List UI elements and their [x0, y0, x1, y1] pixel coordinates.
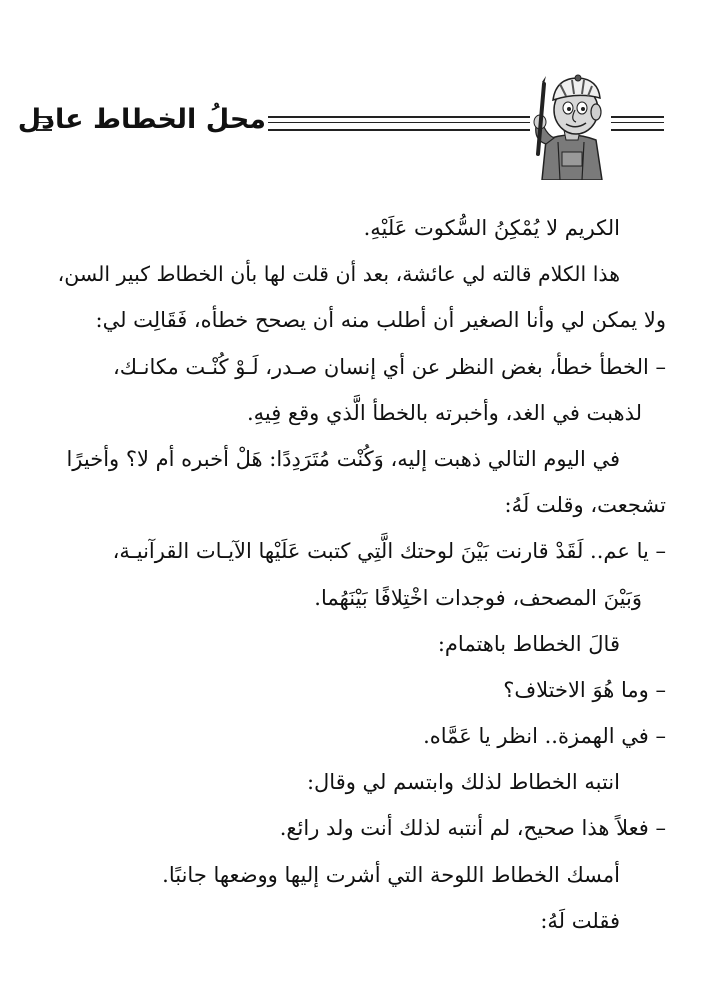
text-line: – في الهمزة.. انظر يا عَمَّاه.	[423, 724, 666, 749]
text-line: لذهبت في الغد، وأخبرته بالخطأ الَّذي وقع فِيهِ.	[246, 400, 642, 425]
text-line: أمسك الخطاط اللوحة التي أشرت إليها ووضعها جانبًا.	[162, 862, 620, 887]
text-line: قالَ الخطاط باهتمام:	[437, 631, 620, 656]
chapter-header	[17, 70, 664, 180]
text-line: تشجعت، وقلت لَهُ:	[504, 493, 666, 518]
text-line: وَبَيْنَ المصحف، فوجدات اخْتِلافًا بَيْنَهُما.	[314, 585, 642, 610]
decorative-rule-middle	[268, 116, 530, 131]
text-line: – وما هُوَ الاختلاف؟	[503, 677, 666, 702]
text-line: الكريم لا يُمْكِنُ السُّكوت عَلَيْهِ.	[363, 216, 620, 240]
text-line: ولا يمكن لي وأنا الصغير أن أطلب منه أن يصحح خطأه، فَقَالِت لي:	[95, 308, 666, 333]
text-line: – فعلاً هذا صحيح، لم أنتبه لذلك أنت ولد رائع.	[279, 816, 666, 841]
calligrapher-mascot-icon	[520, 70, 620, 180]
text-line: فقلت لَهُ:	[540, 908, 620, 933]
text-line: في اليوم التالي ذهبت إليه، وَكُنْت مُتَرَدِدًا: هَلْ أخبره أم لا؟ وأخيرًا	[66, 446, 620, 471]
text-line: – الخطأ خطأ، بغض النظر عن أي إنسان صـدر، لَـوْ كُنْـت مكانـك،	[113, 354, 666, 379]
text-line: انتبه الخطاط لذلك وابتسم لي وقال:	[306, 770, 620, 795]
text-line: هذا الكلام قالته لي عائشة، بعد أن قلت لها بأن الخطاط كبير السن،	[57, 262, 620, 287]
text-line: – يا عم.. لَقَدْ قارنت بَيْنَ لوحتك الَّتِي كتبت عَلَيْها الآيـات القرآنيـة،	[112, 539, 666, 564]
chapter-title: محلُ الخطاط عادل	[17, 104, 266, 135]
story-text	[46, 205, 666, 944]
